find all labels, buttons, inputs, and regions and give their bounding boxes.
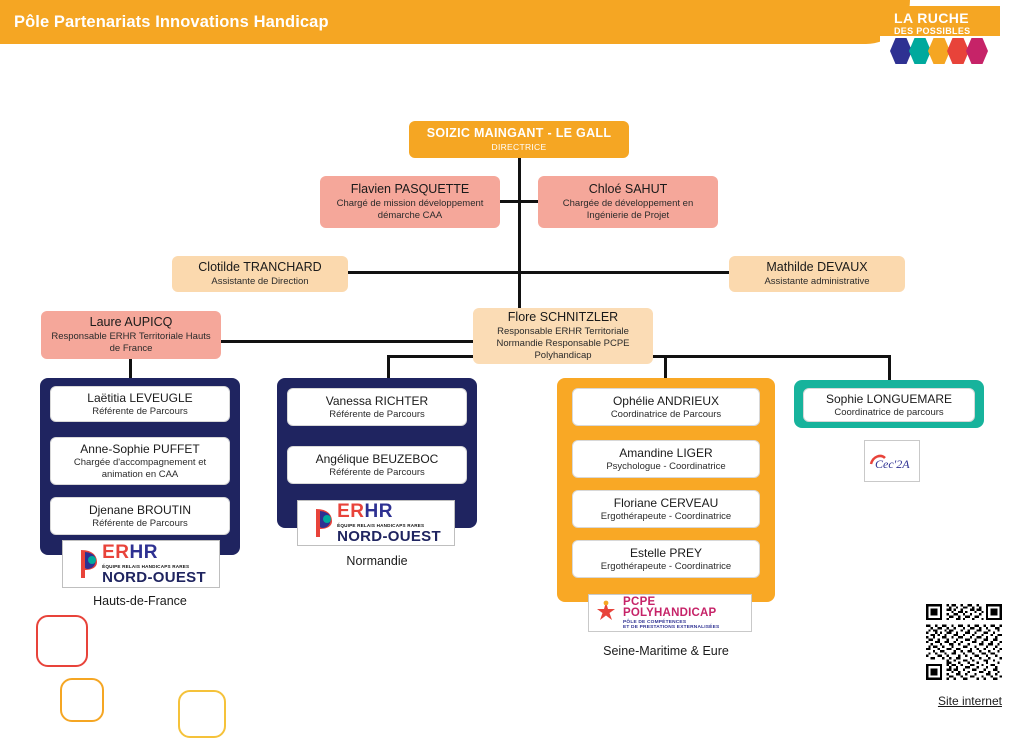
page-title: Pôle Partenariats Innovations Handicap xyxy=(14,13,329,31)
member-name: Angélique BEUZEBOC xyxy=(315,451,439,466)
member-role: Référente de Parcours xyxy=(92,517,188,529)
member-role: Ergothérapeute - Coordinatrice xyxy=(600,510,732,522)
staff-role: Assistante de Direction xyxy=(211,275,309,287)
decor-square-red xyxy=(36,615,88,667)
member-role: Référente de Parcours xyxy=(92,405,188,417)
member-card[interactable] xyxy=(50,437,230,485)
pcpe-logo-l3: PÔLE DE COMPÉTENCES xyxy=(623,619,687,625)
member-card[interactable] xyxy=(572,440,760,478)
region-caption-normandie: Normandie xyxy=(346,554,408,568)
member-name: Amandine LIGER xyxy=(619,445,713,460)
pcpe-logo-l2: POLYHANDICAP xyxy=(623,607,717,620)
member-card[interactable] xyxy=(572,388,760,426)
erhr-logo-l3: NORD-OUEST xyxy=(102,569,206,586)
member-name: Djenane BROUTIN xyxy=(88,502,192,517)
erhr-logo-hauts-de-france xyxy=(62,540,220,588)
member-name: Ophélie ANDRIEUX xyxy=(612,393,720,408)
member-name: Vanessa RICHTER xyxy=(325,393,429,408)
member-card[interactable] xyxy=(803,388,975,422)
staff-role: Chargée de développement en Ingénierie de Projet xyxy=(562,197,694,221)
member-role: Référente de Parcours xyxy=(329,408,425,420)
member-name: Floriane CERVEAU xyxy=(613,495,719,510)
manager-name: Laure AUPICQ xyxy=(89,315,173,330)
pcpe-logo xyxy=(588,594,752,632)
member-name: Anne-Sophie PUFFET xyxy=(80,441,200,456)
erhr-logo-l2: ÉQUIPE RELAIS HANDICAPS RARES xyxy=(102,564,190,569)
staff-name: Chloé SAHUT xyxy=(588,182,668,197)
staff-name: Mathilde DEVAUX xyxy=(766,260,868,275)
node-staff-chloe[interactable] xyxy=(538,176,718,228)
member-name: Laëtitia LEVEUGLE xyxy=(87,390,193,405)
member-card[interactable] xyxy=(287,446,467,484)
erhr-logo-l3: NORD-OUEST xyxy=(337,528,441,545)
logo-line-1: LA RUCHE xyxy=(894,10,970,26)
connector-director-vertical xyxy=(518,158,521,308)
logo-line-2: DES POSSIBLES xyxy=(894,26,971,36)
svg-text:Cec'2A: Cec'2A xyxy=(875,457,910,471)
cec2a-logo xyxy=(864,440,920,482)
staff-role: Chargé de mission développement démarche CAA xyxy=(336,197,484,221)
connector-assistant-right xyxy=(518,271,730,274)
director-name: SOIZIC MAINGANT - LE GALL xyxy=(426,126,612,141)
erhr-logo-l1b: HR xyxy=(364,501,393,522)
logo-hexagons xyxy=(890,38,985,64)
member-role: Chargée d'accompagnement et animation en CAA xyxy=(73,456,207,480)
member-name: Estelle PREY xyxy=(629,545,703,560)
decor-square-orange xyxy=(60,678,104,722)
member-role: Ergothérapeute - Coordinatrice xyxy=(600,560,732,572)
node-staff-clotilde[interactable] xyxy=(172,256,348,292)
erhr-mark-icon xyxy=(312,507,336,539)
pcpe-logo-l4: ET DE PRESTATIONS EXTERNALISÉES xyxy=(623,624,720,630)
erhr-logo-l1a: ER xyxy=(102,542,130,563)
region-caption-hauts-de-france: Hauts-de-France xyxy=(93,594,187,608)
member-card[interactable] xyxy=(50,386,230,422)
connector-branch-sme xyxy=(664,355,667,380)
la-ruche-logo xyxy=(880,6,1000,72)
erhr-logo-l1b: HR xyxy=(129,542,158,563)
decor-square-yellow xyxy=(178,690,226,738)
pcpe-logo-l1: PCPE xyxy=(623,596,656,609)
pcpe-mark-icon xyxy=(591,598,621,628)
node-manager-laure[interactable] xyxy=(41,311,221,359)
member-card[interactable] xyxy=(50,497,230,535)
region-caption-seine-maritime-eure: Seine-Maritime & Eure xyxy=(603,644,729,658)
qr-code[interactable] xyxy=(926,604,1002,680)
member-name: Sophie LONGUEMARE xyxy=(825,391,953,406)
member-role: Coordinatrice de Parcours xyxy=(610,408,722,420)
erhr-logo-normandie xyxy=(297,500,455,546)
manager-role: Responsable ERHR Territoriale Normandie Responsable PCPE Polyhandicap xyxy=(496,326,630,361)
node-director[interactable] xyxy=(409,121,629,158)
staff-role: Assistante administrative xyxy=(764,275,870,287)
member-card[interactable] xyxy=(572,490,760,528)
member-card[interactable] xyxy=(572,540,760,578)
node-manager-flore[interactable] xyxy=(473,308,653,364)
connector-branch-sl xyxy=(888,355,891,380)
manager-name: Flore SCHNITZLER xyxy=(507,310,619,325)
erhr-logo-l1a: ER xyxy=(337,501,365,522)
node-staff-flavien[interactable] xyxy=(320,176,500,228)
staff-name: Clotilde TRANCHARD xyxy=(198,260,322,275)
connector-staff-row xyxy=(497,200,543,203)
member-role: Coordinatrice de parcours xyxy=(834,406,944,418)
cec2a-mark-icon xyxy=(867,448,917,474)
member-card[interactable] xyxy=(287,388,467,426)
member-role: Psychologue - Coordinatrice xyxy=(606,460,726,472)
node-staff-mathilde[interactable] xyxy=(729,256,905,292)
manager-role: Responsable ERHR Territoriale Hauts de France xyxy=(51,330,211,354)
site-internet-link[interactable]: Site internet xyxy=(937,694,1002,708)
staff-name: Flavien PASQUETTE xyxy=(350,182,470,197)
connector-assistants-row xyxy=(346,271,520,274)
erhr-logo-l2: ÉQUIPE RELAIS HANDICAPS RARES xyxy=(337,523,425,528)
erhr-mark-icon xyxy=(77,548,101,580)
connector-branch-normandie xyxy=(387,355,390,380)
member-role: Référente de Parcours xyxy=(329,466,425,478)
director-role: DIRECTRICE xyxy=(491,142,547,152)
